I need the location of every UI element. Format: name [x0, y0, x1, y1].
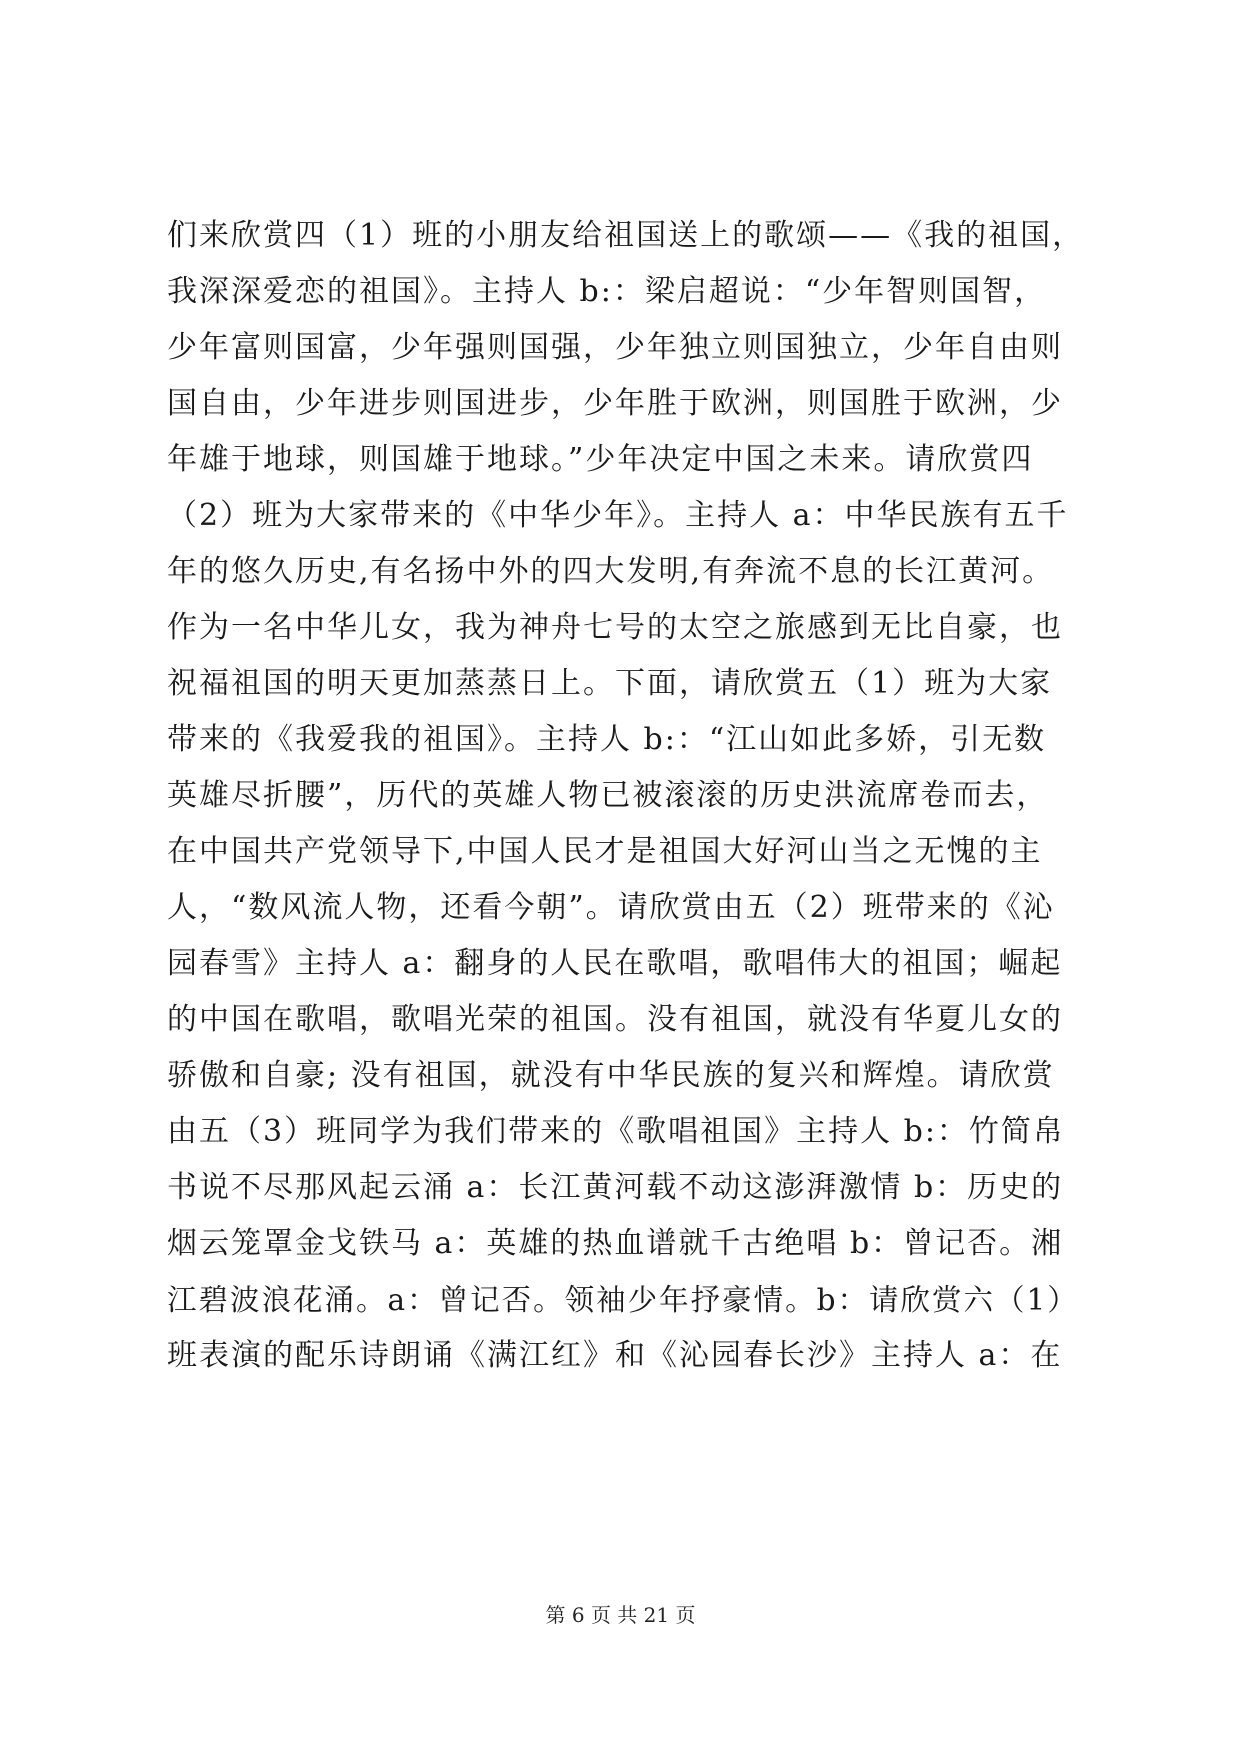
text-line: 园春雪》主持人 a：翻身的人民在歌唱，歌唱伟大的祖国；崛起	[167, 946, 1063, 981]
text-line: 在中国共产党领导下,中国人民才是祖国大好河山当之无愧的主	[167, 834, 1043, 869]
text-line: 的中国在歌唱，歌唱光荣的祖国。没有祖国，就没有华夏儿女的	[167, 1002, 1063, 1037]
text-line: 国自由，少年进步则国进步，少年胜于欧洲，则国胜于欧洲，少	[167, 386, 1063, 421]
page-footer: 第 6 页 共 21 页	[545, 1603, 696, 1627]
text-line: 人，“数风流人物，还看今朝”。请欣赏由五（2）班带来的《沁	[167, 890, 1055, 925]
text-line: 年雄于地球，则国雄于地球。”少年决定中国之未来。请欣赏四	[167, 442, 1034, 477]
text-line: 带来的《我爱我的祖国》。主持人 b:：“江山如此多娇，引无数	[167, 722, 1047, 757]
text-line: 我深深爱恋的祖国》。主持人 b:：梁启超说：“少年智则国智，	[167, 274, 1047, 309]
text-line: 少年富则国富，少年强则国强，少年独立则国独立，少年自由则	[167, 330, 1063, 365]
text-line: 由五（3）班同学为我们带来的《歌唱祖国》主持人 b:：竹简帛	[167, 1114, 1065, 1149]
text-line: 作为一名中华儿女，我为神舟七号的太空之旅感到无比自豪，也	[167, 610, 1063, 645]
text-line: 年的悠久历史,有名扬中外的四大发明,有奔流不息的长江黄河。	[167, 554, 1055, 589]
text-line: 英雄尽折腰”，历代的英雄人物已被滚滚的历史洪流席卷而去，	[167, 778, 1049, 813]
text-line: 烟云笼罩金戈铁马 a：英雄的热血谱就千古绝唱 b：曾记否。湘	[167, 1226, 1064, 1261]
text-line: 骄傲和自豪; 没有祖国，就没有中华民族的复兴和辉煌。请欣赏	[167, 1058, 1055, 1093]
text-line: （2）班为大家带来的《中华少年》。主持人 a：中华民族有五千	[167, 498, 1069, 533]
text-line: 江碧波浪花涌。a：曾记否。领袖少年抒豪情。b：请欣赏六（1）	[167, 1283, 1079, 1317]
text-line: 祝福祖国的明天更加蒸蒸日上。下面，请欣赏五（1）班为大家	[167, 666, 1053, 701]
text-line: 们来欣赏四（1）班的小朋友给祖国送上的歌颂——《我的祖国，	[167, 218, 1085, 253]
text-line: 书说不尽那风起云涌 a：长江黄河载不动这澎湃激情 b：历史的	[167, 1170, 1064, 1205]
text-line: 班表演的配乐诗朗诵《满江红》和《沁园春长沙》主持人 a：在	[167, 1338, 1063, 1373]
